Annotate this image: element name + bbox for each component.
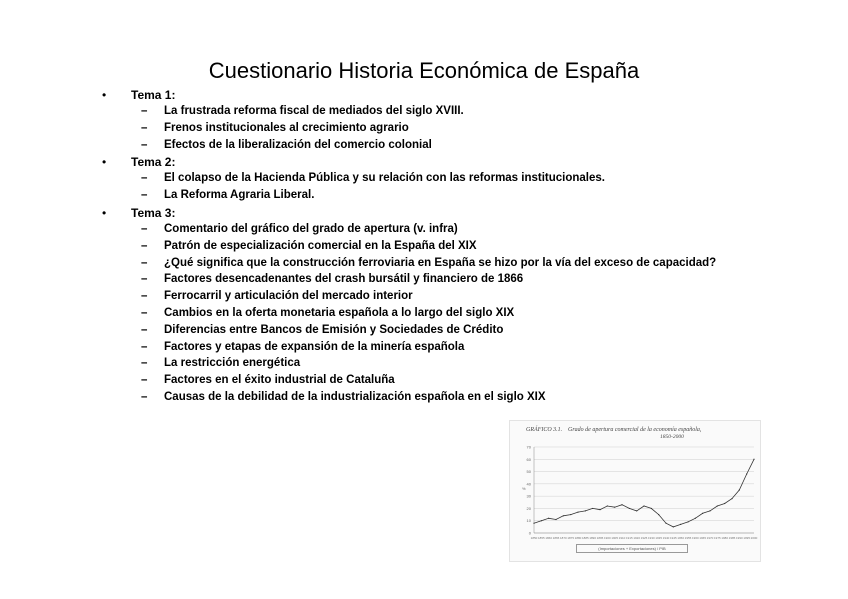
dash-icon: – bbox=[141, 374, 148, 387]
x-tick-label: 1850 bbox=[530, 536, 538, 540]
data-point bbox=[724, 503, 725, 504]
x-tick-label: 1870 bbox=[559, 536, 567, 540]
tema-label: Tema 2: bbox=[131, 155, 176, 170]
x-tick-label: 1930 bbox=[647, 536, 655, 540]
data-point bbox=[592, 508, 593, 509]
dash-icon: – bbox=[141, 189, 148, 202]
data-point bbox=[614, 507, 615, 508]
question-text: Factores desencadenantes del crash bursátil y financiero de 1866 bbox=[164, 273, 524, 286]
x-tick-label: 1905 bbox=[611, 536, 619, 540]
question-item bbox=[0, 307, 848, 324]
question-item bbox=[0, 172, 848, 189]
question-item bbox=[0, 324, 848, 341]
dash-icon: – bbox=[141, 138, 148, 151]
question-text: Ferrocarril y articulación del mercado interior bbox=[164, 290, 413, 303]
question-text: Factores y etapas de expansión de la minería española bbox=[164, 340, 465, 353]
x-tick-label: 1915 bbox=[625, 536, 633, 540]
question-item bbox=[0, 189, 848, 206]
data-point bbox=[548, 518, 549, 519]
data-point bbox=[643, 505, 644, 506]
x-tick-label: 1975 bbox=[713, 536, 721, 540]
y-tick-label: 30 bbox=[526, 493, 531, 499]
data-point bbox=[621, 504, 622, 505]
x-tick-label: 1965 bbox=[699, 536, 707, 540]
x-tick-label: 1910 bbox=[618, 536, 626, 540]
x-tick-label: 1945 bbox=[669, 536, 677, 540]
question-text: La Reforma Agraria Liberal. bbox=[164, 189, 315, 202]
data-point bbox=[695, 518, 696, 519]
question-text: ¿Qué significa que la construcción ferroviaria en España se hizo por la vía del exceso de capacidad? bbox=[164, 256, 717, 269]
question-item bbox=[0, 273, 848, 290]
data-point bbox=[636, 510, 637, 511]
data-point bbox=[731, 498, 732, 499]
dash-icon: – bbox=[141, 357, 148, 370]
x-tick-label: 1980 bbox=[721, 536, 729, 540]
x-tick-label: 1960 bbox=[691, 536, 699, 540]
question-item bbox=[0, 240, 848, 257]
y-tick-label: 10 bbox=[526, 518, 531, 524]
figure-label: GRÁFICO 3.1. bbox=[526, 427, 563, 433]
question-item bbox=[0, 391, 848, 408]
question-text: La frustrada reforma fiscal de mediados del siglo XVIII. bbox=[164, 105, 464, 117]
data-point bbox=[570, 514, 571, 515]
data-point bbox=[555, 519, 556, 520]
x-tick-label: 1940 bbox=[662, 536, 670, 540]
y-tick-label: 20 bbox=[526, 505, 531, 511]
data-point bbox=[577, 512, 578, 513]
x-tick-label: 1925 bbox=[640, 536, 648, 540]
question-item bbox=[0, 374, 848, 391]
question-text: Frenos institucionales al crecimiento agrario bbox=[164, 121, 409, 134]
data-point bbox=[563, 515, 564, 516]
dash-icon: – bbox=[141, 340, 148, 353]
data-point bbox=[651, 508, 652, 509]
bullet-icon: • bbox=[102, 155, 107, 170]
question-item bbox=[0, 341, 848, 358]
tema-heading bbox=[0, 88, 848, 105]
question-item bbox=[0, 357, 848, 374]
question-item bbox=[0, 105, 848, 122]
x-tick-label: 1950 bbox=[677, 536, 685, 540]
dash-icon: – bbox=[141, 323, 148, 336]
x-tick-label: 1990 bbox=[735, 536, 743, 540]
data-point bbox=[673, 526, 674, 527]
question-item bbox=[0, 290, 848, 307]
data-point bbox=[533, 523, 534, 524]
dash-icon: – bbox=[141, 273, 148, 286]
question-text: Comentario del gráfico del grado de apertura (v. infra) bbox=[164, 222, 458, 235]
data-point bbox=[680, 524, 681, 525]
page-title: Cuestionario Historia Económica de España bbox=[208, 58, 640, 83]
data-point bbox=[658, 514, 659, 515]
dash-icon: – bbox=[141, 256, 148, 269]
question-text: La restricción energética bbox=[164, 357, 301, 370]
data-point bbox=[665, 523, 666, 524]
data-point bbox=[739, 489, 740, 490]
x-tick-label: 1935 bbox=[655, 536, 663, 540]
x-tick-label: 1885 bbox=[581, 536, 589, 540]
question-item bbox=[0, 257, 848, 274]
data-point bbox=[629, 508, 630, 509]
dash-icon: – bbox=[141, 105, 148, 117]
dash-icon: – bbox=[141, 239, 148, 252]
question-text: Cambios en la oferta monetaria española a lo largo del siglo XIX bbox=[164, 306, 515, 319]
question-item bbox=[0, 223, 848, 240]
data-point bbox=[607, 505, 608, 506]
x-tick-label: 1875 bbox=[567, 536, 575, 540]
tema-heading bbox=[0, 206, 848, 223]
dash-icon: – bbox=[141, 290, 148, 303]
dash-icon: – bbox=[141, 121, 148, 134]
tema-label: Tema 3: bbox=[131, 205, 176, 220]
dash-icon: – bbox=[141, 390, 148, 403]
data-point bbox=[717, 505, 718, 506]
apertura-line-chart bbox=[510, 421, 760, 561]
x-tick-label: 1865 bbox=[552, 536, 560, 540]
x-tick-label: 1920 bbox=[633, 536, 641, 540]
data-point bbox=[541, 520, 542, 521]
y-tick-label: 0 bbox=[528, 530, 531, 536]
dash-icon: – bbox=[141, 222, 148, 235]
y-tick-label: 50 bbox=[526, 469, 531, 475]
y-tick-label: 70 bbox=[526, 444, 531, 450]
question-text: Diferencias entre Bancos de Emisión y Sociedades de Crédito bbox=[164, 323, 504, 336]
tema-label: Tema 1: bbox=[131, 88, 176, 102]
y-tick-label: 60 bbox=[526, 456, 531, 462]
x-tick-label: 1900 bbox=[603, 536, 611, 540]
x-tick-label: 1880 bbox=[574, 536, 582, 540]
series-line bbox=[534, 459, 754, 527]
y-tick-label: 40 bbox=[526, 481, 531, 487]
data-point bbox=[709, 510, 710, 511]
x-tick-label: 1895 bbox=[596, 536, 604, 540]
x-tick-label: 2000 bbox=[750, 536, 758, 540]
question-outline bbox=[0, 88, 848, 408]
x-tick-label: 1955 bbox=[684, 536, 692, 540]
data-point bbox=[753, 459, 754, 460]
question-text: El colapso de la Hacienda Pública y su relación con las reformas institucionales. bbox=[164, 172, 605, 185]
question-item bbox=[0, 139, 848, 156]
question-item bbox=[0, 122, 848, 139]
bullet-icon: • bbox=[102, 205, 107, 220]
data-point bbox=[746, 473, 747, 474]
data-point bbox=[599, 509, 600, 510]
dash-icon: – bbox=[141, 306, 148, 319]
x-tick-label: 1995 bbox=[743, 536, 751, 540]
x-tick-label: 1860 bbox=[545, 536, 553, 540]
data-point bbox=[687, 521, 688, 522]
y-axis-label: % bbox=[522, 486, 526, 491]
x-tick-label: 1985 bbox=[728, 536, 736, 540]
chart-legend: (Importaciones + Exportaciones) / PIB bbox=[576, 544, 688, 553]
question-text: Factores en el éxito industrial de Cataluña bbox=[164, 374, 395, 387]
apertura-chart-figure bbox=[509, 420, 761, 562]
question-text: Causas de la debilidad de la industrialización española en el siglo XIX bbox=[164, 390, 546, 403]
figure-subtitle: 1850-2000 bbox=[660, 434, 684, 440]
x-tick-label: 1970 bbox=[706, 536, 714, 540]
x-tick-label: 1890 bbox=[589, 536, 597, 540]
data-point bbox=[702, 513, 703, 514]
bullet-icon: • bbox=[102, 88, 107, 102]
figure-title: Grado de apertura comercial de la economía española, bbox=[568, 427, 702, 433]
tema-heading bbox=[0, 155, 848, 172]
question-text: Efectos de la liberalización del comercio colonial bbox=[164, 138, 432, 151]
question-text: Patrón de especialización comercial en la España del XIX bbox=[164, 239, 477, 252]
dash-icon: – bbox=[141, 172, 148, 185]
x-tick-label: 1855 bbox=[537, 536, 545, 540]
data-point bbox=[585, 510, 586, 511]
